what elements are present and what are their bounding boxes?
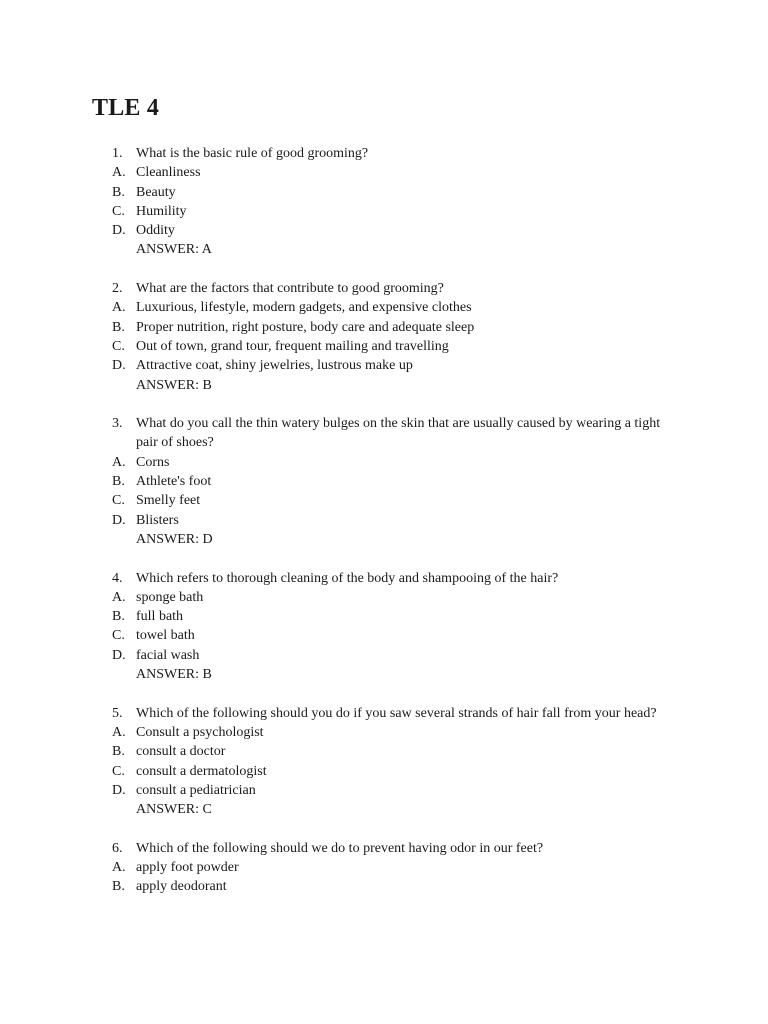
option-row bbox=[112, 453, 682, 472]
option-text: Proper nutrition, right posture, body care and adequate sleep bbox=[136, 319, 475, 335]
option-text: Cleanliness bbox=[136, 165, 201, 181]
option-row bbox=[112, 742, 682, 761]
option-row bbox=[112, 202, 682, 221]
question-number: 2. bbox=[112, 281, 123, 297]
option-letter: B. bbox=[112, 879, 125, 895]
option-row bbox=[112, 626, 682, 645]
answer-key: ANSWER: A bbox=[136, 242, 212, 258]
option-row bbox=[112, 723, 682, 742]
option-row bbox=[112, 588, 682, 607]
option-row bbox=[112, 221, 682, 240]
question-row bbox=[112, 144, 682, 163]
option-text: Blisters bbox=[136, 512, 179, 528]
option-text: facial wash bbox=[136, 647, 200, 663]
option-letter: D. bbox=[112, 782, 126, 798]
option-row bbox=[112, 858, 682, 877]
question-text: What do you call the thin watery bulges on the skin that are usually caused by wearing a tight pair of shoes? bbox=[136, 416, 661, 451]
question-number: 3. bbox=[112, 416, 123, 432]
option-text: apply deodorant bbox=[136, 879, 227, 895]
option-letter: A. bbox=[112, 454, 126, 470]
option-row bbox=[112, 646, 682, 665]
question-block bbox=[112, 279, 682, 395]
option-letter: C. bbox=[112, 203, 125, 219]
option-row bbox=[112, 183, 682, 202]
option-row bbox=[112, 298, 682, 317]
option-letter: A. bbox=[112, 165, 126, 181]
option-row bbox=[112, 472, 682, 491]
option-row bbox=[112, 607, 682, 626]
option-letter: A. bbox=[112, 724, 126, 740]
option-row bbox=[112, 781, 682, 800]
question-number: 1. bbox=[112, 146, 123, 161]
option-text: sponge bath bbox=[136, 589, 204, 605]
option-row bbox=[112, 356, 682, 375]
option-letter: D. bbox=[112, 358, 126, 374]
question-text: What are the factors that contribute to good grooming? bbox=[136, 281, 444, 297]
option-letter: C. bbox=[112, 338, 125, 354]
option-letter: A. bbox=[112, 589, 126, 605]
option-text: Smelly feet bbox=[136, 493, 201, 509]
answer-key: ANSWER: B bbox=[136, 667, 212, 683]
option-text: consult a doctor bbox=[136, 744, 226, 760]
question-row bbox=[112, 839, 682, 858]
question-row bbox=[112, 704, 682, 723]
question-number: 5. bbox=[112, 705, 123, 721]
option-letter: C. bbox=[112, 628, 125, 644]
answer-key: ANSWER: D bbox=[136, 531, 213, 547]
option-row bbox=[112, 163, 682, 182]
option-row bbox=[112, 318, 682, 337]
question-text: Which refers to thorough cleaning of the body and shampooing of the hair? bbox=[136, 570, 559, 586]
option-text: consult a dermatologist bbox=[136, 763, 267, 779]
question-block bbox=[112, 839, 682, 897]
question-row bbox=[112, 569, 682, 588]
option-letter: A. bbox=[112, 300, 126, 316]
question-block bbox=[112, 414, 682, 549]
option-row bbox=[112, 337, 682, 356]
question-block bbox=[112, 144, 682, 260]
option-text: Athlete's foot bbox=[136, 474, 212, 490]
question-text: Which of the following should we do to prevent having odor in our feet? bbox=[136, 840, 544, 856]
question-number: 6. bbox=[112, 840, 123, 856]
question-text: Which of the following should you do if you saw several strands of hair fall from your head? bbox=[136, 705, 657, 721]
question-row bbox=[112, 414, 682, 453]
answer-key: ANSWER: B bbox=[136, 377, 212, 393]
option-letter: D. bbox=[112, 223, 126, 239]
option-letter: A. bbox=[112, 859, 126, 875]
option-text: Consult a psychologist bbox=[136, 724, 264, 740]
question-row bbox=[112, 279, 682, 298]
option-text: consult a pediatrician bbox=[136, 782, 256, 798]
option-row bbox=[112, 511, 682, 530]
option-letter: B. bbox=[112, 319, 125, 335]
option-text: Beauty bbox=[136, 184, 176, 200]
option-row bbox=[112, 762, 682, 781]
question-block bbox=[112, 569, 682, 685]
option-text: Out of town, grand tour, frequent mailing and travelling bbox=[136, 338, 449, 354]
option-text: towel bath bbox=[136, 628, 195, 644]
option-row bbox=[112, 877, 682, 896]
option-letter: D. bbox=[112, 647, 126, 663]
question-block bbox=[112, 704, 682, 820]
option-text: Attractive coat, shiny jewelries, lustrous make up bbox=[136, 358, 413, 374]
question-number: 4. bbox=[112, 570, 123, 586]
question-text: What is the basic rule of good grooming? bbox=[136, 146, 369, 161]
option-letter: B. bbox=[112, 744, 125, 760]
option-text: full bath bbox=[136, 609, 184, 625]
option-text: Luxurious, lifestyle, modern gadgets, and expensive clothes bbox=[136, 300, 472, 316]
option-letter: B. bbox=[112, 609, 125, 625]
option-text: apply foot powder bbox=[136, 859, 239, 875]
answer-key: ANSWER: C bbox=[136, 802, 212, 818]
option-letter: D. bbox=[112, 512, 126, 528]
option-letter: B. bbox=[112, 474, 125, 490]
option-letter: C. bbox=[112, 493, 125, 509]
document-title: TLE 4 bbox=[92, 95, 160, 121]
option-letter: C. bbox=[112, 763, 125, 779]
option-row bbox=[112, 491, 682, 510]
option-letter: B. bbox=[112, 184, 125, 200]
question-list bbox=[112, 144, 682, 916]
option-text: Oddity bbox=[136, 223, 175, 239]
option-text: Corns bbox=[136, 454, 170, 470]
option-text: Humility bbox=[136, 203, 187, 219]
